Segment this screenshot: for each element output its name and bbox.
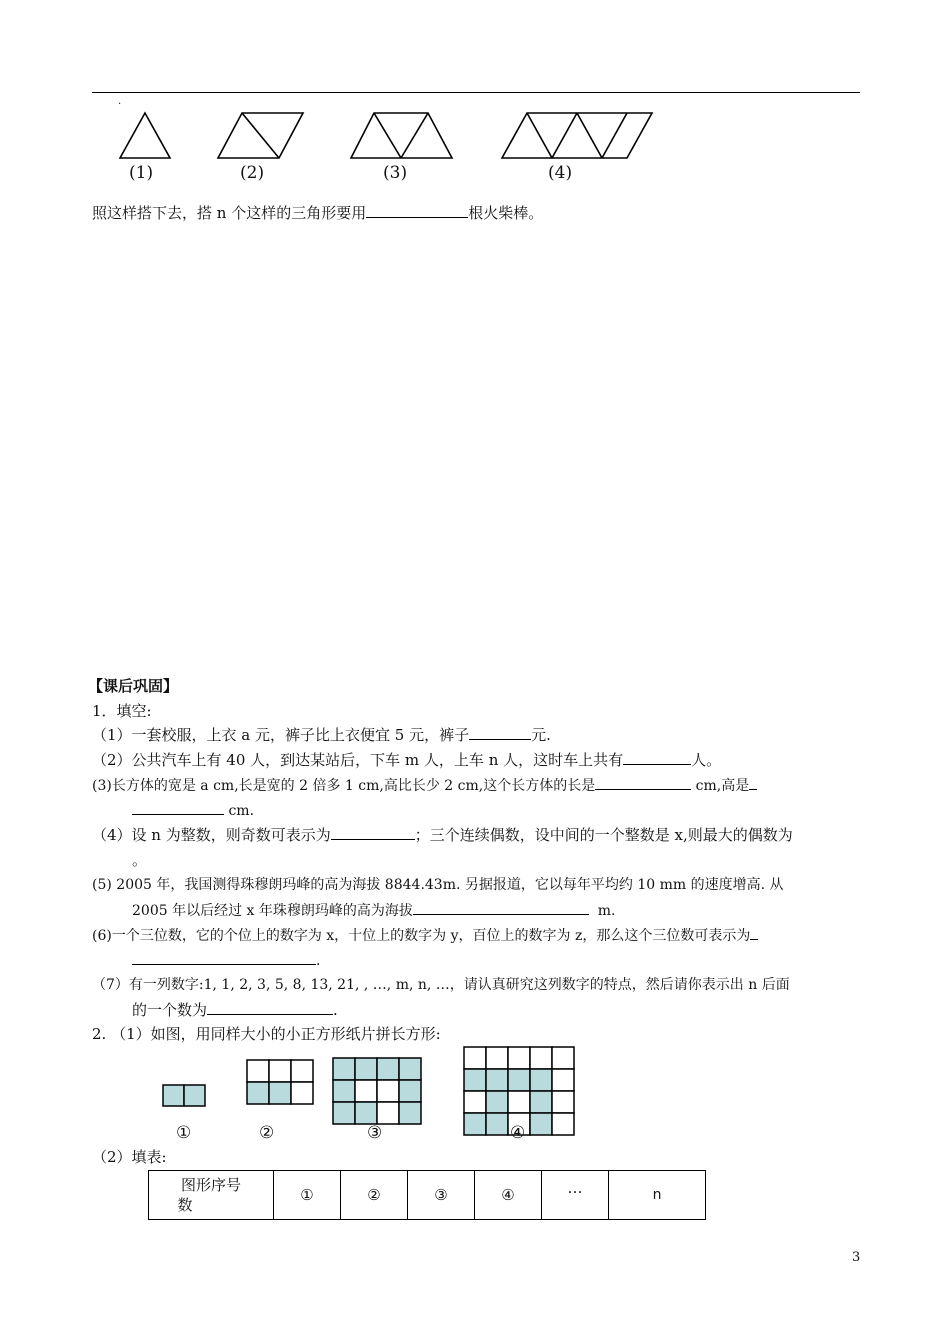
section-title: 【课后巩固】	[88, 677, 179, 695]
grid-figure-4	[464, 1047, 574, 1135]
q1-item-7: （7）有一列数字:1, 1, 2, 3, 5, 8, 13, 21, , …, m, n, …，请认真研究这列数字的特点，然后请你表示出 n 后面	[92, 977, 790, 993]
figure-label-3: (3)	[383, 163, 408, 183]
figure-label-2: (2)	[240, 163, 265, 183]
header-dot: .	[118, 96, 122, 107]
q1-item-6-tail: .	[316, 953, 321, 969]
table-cell[interactable]: n	[609, 1171, 706, 1220]
grid-label-4: ④	[510, 1123, 526, 1143]
q1-item-1-text: （1）一套校服，上衣 a 元，裤子比上衣便宜 5 元，裤子	[92, 726, 470, 744]
q1-title: 1．填空:	[92, 702, 152, 720]
grid-figure-1	[163, 1085, 205, 1106]
figure-label-1: (1)	[129, 163, 154, 183]
table-header-line1: 图形序号	[180, 1176, 241, 1194]
q1-item-7-text: 的一个数为	[132, 1001, 208, 1019]
matchstick-question-tail: 根火柴棒。	[468, 204, 544, 222]
q1-item-3-tail: cm.	[228, 803, 255, 819]
q1-item-7-tail: .	[333, 1001, 338, 1019]
q1-item-2-tail: 人。	[691, 751, 722, 769]
fill-in-table	[148, 1170, 706, 1220]
grid-label-2: ②	[259, 1123, 275, 1143]
table-header-line2: 数	[177, 1196, 193, 1214]
q1-item-5-tail: m.	[597, 903, 616, 919]
table-cell[interactable]: …	[542, 1171, 609, 1220]
matchstick-question-text: 照这样搭下去，搭 n 个这样的三角形要用	[92, 204, 367, 222]
q1-item-1-tail: 元.	[531, 726, 551, 744]
grid-label-1: ①	[176, 1123, 192, 1143]
q2-part2: （2）填表:	[92, 1148, 167, 1166]
q1-item-3-text: (3)长方体的宽是 a cm,长是宽的 2 倍多 1 cm,高比长少 2 cm,这个长方体的长是	[92, 778, 596, 794]
page-number: 3	[852, 1250, 861, 1265]
table-cell[interactable]: ②	[341, 1171, 408, 1220]
table-header-cell	[149, 1171, 274, 1220]
table-row	[149, 1171, 706, 1220]
q2-part1: 2. （1）如图，用同样大小的小正方形纸片拼长方形:	[92, 1025, 441, 1043]
q1-item-5-text: 2005 年以后经过 x 年珠穆朗玛峰的高为海拔	[132, 903, 413, 919]
q1-item-4-mid: ；三个连续偶数，设中间的一个整数是 x,则最大的偶数为	[414, 826, 793, 844]
q1-item-5: (5) 2005 年，我国测得珠穆朗玛峰的高为海拔 8844.43m. 另据报道，它以每年平均约 10 mm 的速度增高. 从	[92, 877, 784, 893]
table-cell[interactable]: ③	[408, 1171, 475, 1220]
table-cell[interactable]: ④	[475, 1171, 542, 1220]
grid-figure-2	[247, 1060, 313, 1104]
figure-label-4: (4)	[548, 163, 573, 183]
q1-item-4-tail: 。	[132, 851, 148, 869]
table-cell[interactable]: ①	[274, 1171, 341, 1220]
q1-item-2-text: （2）公共汽车上有 40 人，到达某站后，下车 m 人，上车 n 人，这时车上共有	[92, 751, 624, 769]
q1-item-6-text: (6)一个三位数，它的个位上的数字为 x，十位上的数字为 y，百位上的数字为 z，那么这个三位数可表示为	[92, 928, 751, 944]
q1-item-4-text: （4）设 n 为整数，则奇数可表示为	[92, 826, 331, 844]
grid-figure-3	[333, 1058, 421, 1124]
q1-item-3-mid: cm,高是	[695, 778, 750, 794]
grid-label-3: ③	[367, 1123, 383, 1143]
